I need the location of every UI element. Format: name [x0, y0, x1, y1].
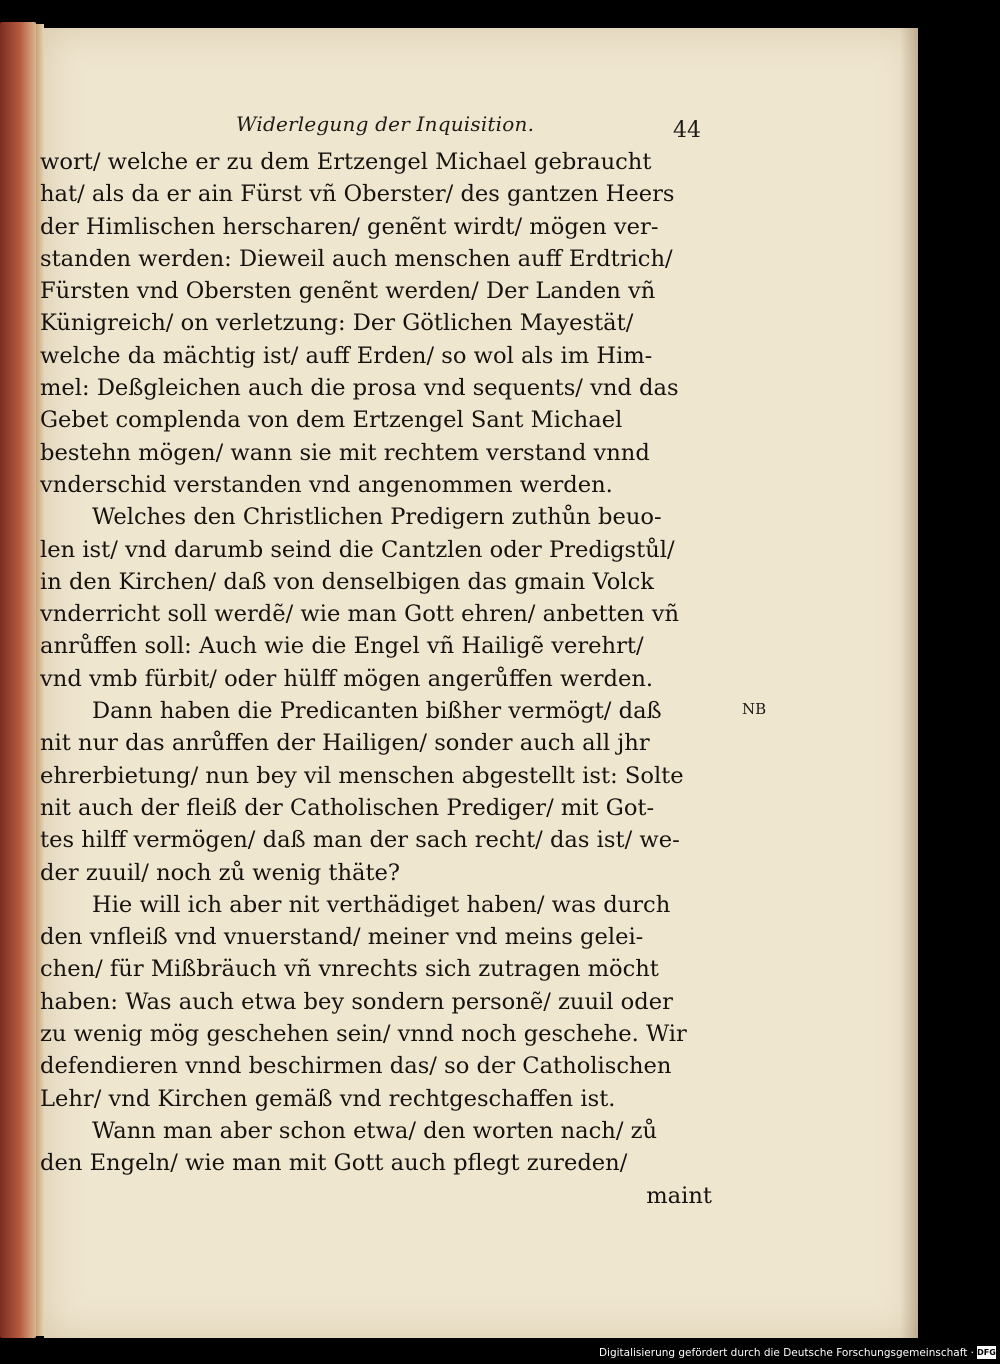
text-line: Fürsten vnd Obersten genẽnt werden/ Der Landen vñ [40, 278, 656, 305]
text-line: vnd vmb fürbit/ oder hülff mögen angerůffen werden. [40, 665, 654, 692]
text-line: den vnfleiß vnd vnuerstand/ meiner vnd meins gelei- [40, 924, 644, 951]
text-line: Lehr/ vnd Kirchen gemäß vnd rechtgeschaffen ist. [40, 1085, 616, 1112]
text-line: len ist/ vnd darumb seind die Cantzlen oder Predigstůl/ [40, 536, 675, 563]
text-line: defendieren vnnd beschirmen das/ so der Catholischen [40, 1053, 672, 1080]
text-line: tes hilff vermögen/ daß man der sach recht/ das ist/ we- [40, 827, 680, 854]
text-line: mel: Deßgleichen auch die prosa vnd sequents/ vnd das [40, 375, 679, 402]
running-title: Widerlegung der Inquisition. [236, 112, 535, 136]
paragraph-first-line: Wann man aber schon etwa/ den worten nach/ zů [92, 1117, 658, 1144]
body-text [40, 146, 730, 1212]
text-line: haben: Was auch etwa bey sondern personẽ/ zuuil oder [40, 988, 673, 1015]
text-line: hat/ als da er ain Fürst vñ Oberster/ des gantzen Heers [40, 181, 675, 208]
text-line: nit auch der fleiß der Catholischen Prediger/ mit Got- [40, 794, 655, 821]
text-line: Künigreich/ on verletzung: Der Götlichen Mayestät/ [40, 310, 634, 337]
text-line: welche da mächtig ist/ auff Erden/ so wol als im Him- [40, 342, 653, 369]
page-number: 44 [673, 118, 701, 143]
text-line: zu wenig mög geschehen sein/ vnnd noch geschehe. Wir [40, 1021, 687, 1048]
book-cover-edge [0, 22, 36, 1338]
dfg-logo-icon: DFG [977, 1348, 996, 1357]
paragraph-first-line: Hie will ich aber nit verthädiget haben/ was durch [92, 891, 671, 918]
text-line: in den Kirchen/ daß von denselbigen das gmain Volck [40, 568, 654, 595]
text-line: nit nur das anrůffen der Hailigen/ sonder auch all jhr [40, 730, 650, 757]
catchword: maint [646, 1182, 712, 1209]
text-line: vnderricht soll werdẽ/ wie man Gott ehren/ anbetten vñ [40, 601, 680, 628]
text-line: vnderschid verstanden vnd angenommen werden. [40, 471, 613, 498]
text-line: der zuuil/ noch zů wenig thäte? [40, 859, 401, 886]
text-line: ehrerbietung/ nun bey vil menschen abgestellt ist: Solte [40, 762, 684, 789]
text-line: den Engeln/ wie man mit Gott auch pflegt zureden/ [40, 1150, 628, 1177]
margin-note: NB [742, 700, 767, 718]
text-line: bestehn mögen/ wann sie mit rechtem verstand vnnd [40, 439, 650, 466]
text-line: standen werden: Dieweil auch menschen auff Erdtrich/ [40, 245, 673, 272]
paragraph-first-line: Welches den Christlichen Predigern zuthůn beuo- [92, 504, 662, 531]
page-shadow [900, 28, 918, 1338]
text-line: wort/ welche er zu dem Ertzengel Michael gebraucht [40, 149, 652, 175]
text-line: der Himlischen herscharen/ genẽnt wirdt/ mögen ver- [40, 213, 659, 240]
text-line: chen/ für Mißbräuch vñ vnrechts sich zutragen möcht [40, 956, 659, 983]
footer-credit: Digitalisierung gefördert durch die Deutsche Forschungsgemeinschaft · [598, 1347, 974, 1359]
text-line: anrůffen soll: Auch wie die Engel vñ Hailigẽ verehrt/ [40, 633, 644, 660]
paragraph-first-line: Dann haben die Predicanten bißher vermögt/ daß [92, 698, 662, 725]
text-line: Gebet complenda von dem Ertzengel Sant Michael [40, 407, 623, 434]
